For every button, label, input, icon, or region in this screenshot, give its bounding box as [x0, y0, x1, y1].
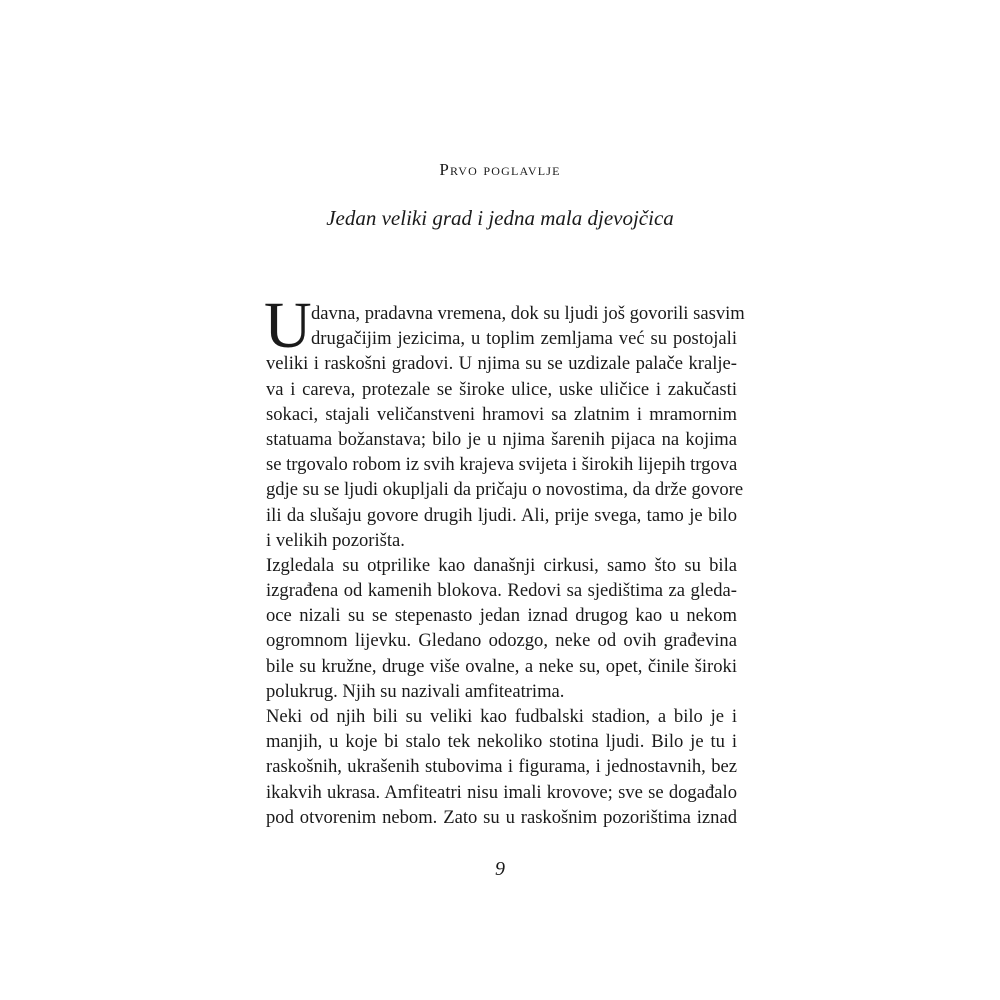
text-line: ogromnom lijevku. Gledano odozgo, neke od ovih građevina: [266, 630, 737, 652]
text-line: ikakvih ukrasa. Amfiteatri nisu imali krovove; sve se događalo: [266, 781, 737, 803]
text-line: se trgovalo robom iz svih krajeva svijeta i širokih lijepih trgova: [266, 454, 738, 476]
chapter-label: Prvo poglavlje: [439, 160, 561, 179]
text-line: drugačijim jezicima, u toplim zemljama već su postojali: [311, 328, 737, 350]
text-line: Izgledala su otprilike kao današnji cirkusi, samo što su bila: [266, 554, 737, 576]
text-line: davna, pradavna vremena, dok su ljudi još govorili sasvim: [311, 303, 745, 324]
text-line: manjih, u koje bi stalo tek nekoliko stotina ljudi. Bilo je tu i: [266, 731, 737, 753]
text-line: bile su kružne, druge više ovalne, a neke su, opet, činile široki: [266, 655, 737, 677]
text-line: Neki od njih bili su veliki kao fudbalski stadion, a bilo je i: [266, 706, 737, 727]
text-line: ili da slušaju govore drugih ljudi. Ali, prije svega, tamo je bilo: [266, 504, 737, 526]
text-line: i velikih pozorišta.: [266, 529, 405, 551]
text-line: veliki i raskošni gradovi. U njima su se uzdizale palače kralje-: [266, 353, 737, 375]
page-number: 9: [495, 858, 505, 880]
text-line: polukrug. Njih su nazivali amfiteatrima.: [266, 680, 565, 702]
text-line: gdje su se ljudi okupljali da pričaju o novostima, da drže govore: [266, 479, 744, 501]
text-line: va i careva, protezale se široke ulice, uske uličice i zakučasti: [266, 378, 737, 400]
chapter-body-text: [264, 289, 745, 830]
drop-cap: U: [264, 289, 312, 362]
text-line: sokaci, stajali veličanstveni hramovi sa zlatnim i mramornim: [266, 403, 737, 425]
text-line: statuama božanstava; bilo je u njima šarenih pijaca na kojima: [266, 428, 737, 450]
text-line: izgrađena od kamenih blokova. Redovi sa sjedištima za gleda-: [266, 580, 737, 602]
chapter-title: Jedan veliki grad i jedna mala djevojčica: [326, 206, 674, 230]
text-line: pod otvorenim nebom. Zato su u raskošnim pozorištima iznad: [266, 806, 737, 828]
text-line: raskošnih, ukrašenih stubovima i figurama, i jednostavnih, bez: [266, 756, 737, 778]
text-line: oce nizali su se stepenasto jedan iznad drugog kao u nekom: [266, 605, 737, 627]
